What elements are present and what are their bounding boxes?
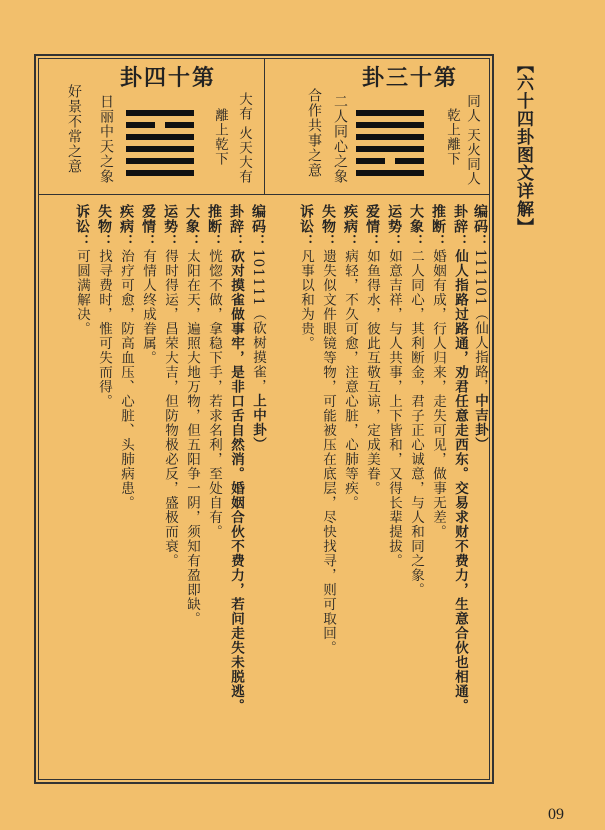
hex14-image-desc: 日丽中天之象 xyxy=(98,94,114,184)
hex13-image-desc: 二人同心之象 xyxy=(332,94,348,184)
hex13-susong-row: 诉讼：凡事以和为贵。 xyxy=(298,204,314,351)
yao-line-broken xyxy=(395,158,424,164)
hex14-hexagram-symbol xyxy=(126,110,194,176)
hex13-code-row: 编码：111101（仙人指路，中吉卦） xyxy=(472,204,488,452)
hex14-code-row: 编码：101111（砍树摸雀，上中卦） xyxy=(250,204,266,452)
yao-line xyxy=(356,122,424,128)
hex13-guaci-row: 卦辞：仙人指路过路通，劝君任意走西东。交易求财不费力，生意合伙也相通。 xyxy=(452,204,468,713)
hex13-trigrams: 乾上離下 xyxy=(444,108,460,166)
hex13-tuiduan-row: 推断：婚姻有成，行人归来，走失可见，做事无差。 xyxy=(430,204,446,539)
yao-line xyxy=(126,170,194,176)
hex13-meaning-desc: 合作共事之意 xyxy=(306,88,322,178)
yao-line xyxy=(126,110,194,116)
hex14-shiwu-row: 失物：找寻费时，惟可失而得。 xyxy=(96,204,112,409)
yao-line xyxy=(126,158,194,164)
yao-line xyxy=(126,134,194,140)
yao-line xyxy=(356,170,424,176)
hex13-jibing-row: 疾病：病轻，不久可愈，注意心脏，心肺等疾。 xyxy=(342,204,358,510)
hex14-susong-row: 诉讼：可圆满解决。 xyxy=(74,204,90,336)
yao-line-broken xyxy=(165,122,194,128)
hex13-name: 同人 天火同人 xyxy=(464,94,480,187)
hex14-tuiduan-row: 推断：恍惚不做，拿稳下手，若求名利，至处自有。 xyxy=(206,204,222,539)
hex14-jibing-row: 疾病：治疗可愈，防高血压、心脏、头肺病患。 xyxy=(118,204,134,510)
header-column-divider xyxy=(264,58,265,194)
yao-line-broken xyxy=(356,158,385,164)
running-title: 【六十四卦图文详解】 xyxy=(513,56,533,236)
hex13-title: 第十三卦 xyxy=(362,65,459,91)
yao-line-broken xyxy=(126,122,155,128)
hex14-trigrams: 離上乾下 xyxy=(212,108,228,166)
header-divider xyxy=(38,194,490,195)
hex14-daxiang-row: 大象：太阳在天，遍照大地万物，但五阳争一阴，须知有盈即缺。 xyxy=(184,204,200,626)
page-number: 09 xyxy=(548,806,564,823)
hex14-guaci-row: 卦辞：砍对摸雀做事牢，是非口舌自然消。婚姻合伙不费力，若问走失未脱逃。 xyxy=(228,204,244,713)
hex13-yunshi-row: 运势：如意吉祥，与人共事，上下皆和，又得长辈提拔。 xyxy=(386,204,402,568)
yao-line xyxy=(356,146,424,152)
hex13-daxiang-row: 大象：二人同心，其利断金，君子正心诚意，与人和同之象。 xyxy=(408,204,424,597)
yao-line xyxy=(356,134,424,140)
hex13-aiqing-row: 爱情：如鱼得水，彼此互敬互谅，定成美眷。 xyxy=(364,204,380,496)
hex14-meaning-desc: 好景不常之意 xyxy=(66,84,82,174)
hex14-yunshi-row: 运势：得时得运，昌荣大吉，但防物极必反，盛极而衰。 xyxy=(162,204,178,568)
hex13-shiwu-row: 失物：遗失似文件眼镜等物，可能被压在底层，尽快找寻，则可取回。 xyxy=(320,204,336,655)
yao-line xyxy=(126,146,194,152)
yao-line xyxy=(356,110,424,116)
hex14-aiqing-row: 爱情：有情人终成眷属。 xyxy=(140,204,156,365)
hex13-hexagram-symbol xyxy=(356,110,424,176)
hex14-title: 第十四卦 xyxy=(120,65,217,91)
hex14-name: 大有 火天大有 xyxy=(236,92,252,185)
